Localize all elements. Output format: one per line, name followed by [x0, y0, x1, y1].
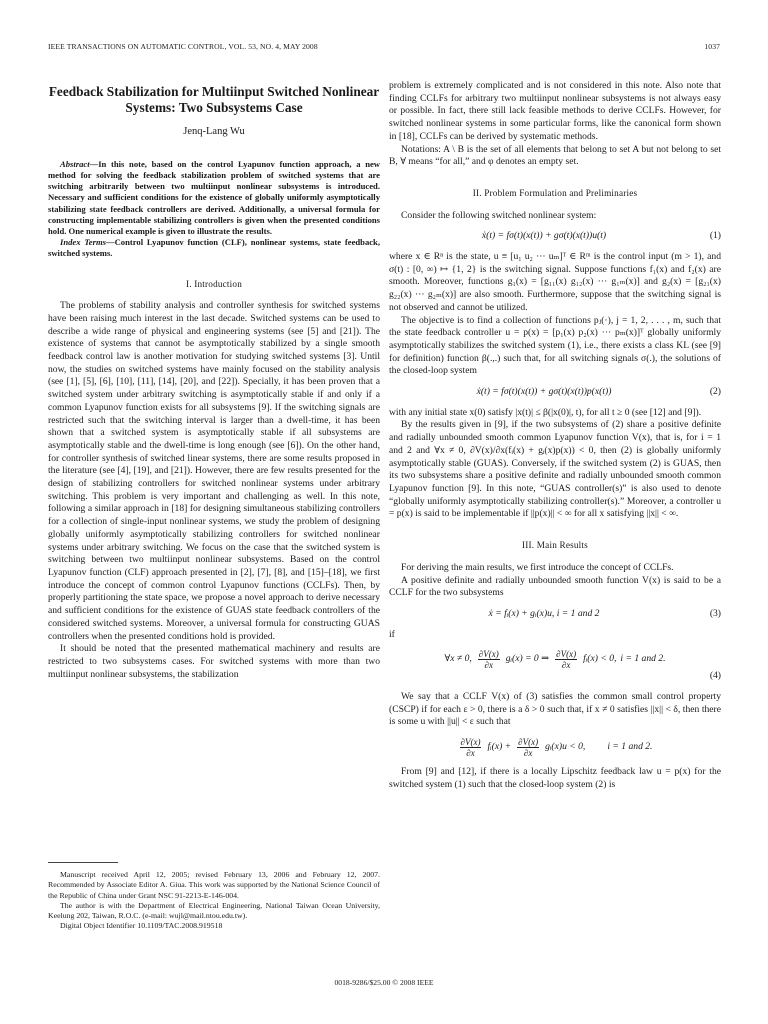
fraction-numerator: ∂V(x) — [556, 649, 577, 660]
partial-fraction — [555, 649, 577, 670]
equation-4-tail: i = 1 and 2. — [620, 653, 666, 665]
running-header — [48, 42, 720, 51]
fraction-denominator: ∂x — [484, 660, 493, 671]
footnote-rule — [48, 862, 118, 863]
fraction-numerator: ∂V(x) — [478, 649, 499, 660]
right-paragraph-1: problem is extremely complicated and is not considered in this note. Also note that finding CCLFs for arbitrary two multiinput nonlinear subsystems is not always easy or possible. In fact, there still lack feasible methods to derive CCLFs. However, for switched nonlinear systems in some particular forms, like the canonical form shown in [18], CCLFs can be derived by systematic methods. — [389, 80, 721, 142]
if-word: if — [389, 628, 395, 640]
paper-title: Feedback Stabilization for Multiinput Switched Nonlinear Systems: Two Subsystems Case — [48, 84, 380, 115]
equation-4-f-term: fᵢ(x) < 0, — [583, 653, 617, 665]
equation-2-body: ẋ(t) = fσ(t)(x(t)) + gσ(t)(x(t))p(x(t)) — [476, 386, 612, 398]
page-footer: 0018-9286/$25.00 © 2008 IEEE — [334, 978, 434, 987]
equation-3-body: ẋ = fᵢ(x) + gᵢ(x)u, i = 1 and 2 — [488, 607, 600, 619]
footnote-doi: Digital Object Identifier 10.1109/TAC.2008.919518 — [60, 921, 223, 931]
section-heading-introduction: I. Introduction — [185, 278, 243, 289]
equation-3-number: (3) — [709, 607, 721, 619]
equation-3 — [389, 608, 721, 621]
sec2-paragraph-5: By the results given in [9], if the two subsystems of (2) share a positive definite and radially unbounded smooth common Lyapunov function V(x), that is, for i = 1 and 2 and ∀x ≠ 0, ∂V(x)/∂x(fᵢ(x) + gᵢ(x)p(x)) < 0, then (2) is globally uniformly asymptotically stable (GUAS). Conversely, if the switched system (2) is GUAS, then its two subsystems share a positive definite and radially unbounded smooth common Lyapunov function [9]. In this note, “GUAS controller(s)” is also used to denote “globally uniformly asymptotically stabilizing controller(s).” Moreover, a controller u = p(x) is said to be implementable if ||p(x)|| < ∞ for all x satisfying ||x|| < ∞. — [389, 419, 721, 520]
sec3-paragraph-4: From [9] and [12], if there is a locally Lipschitz feedback law u = p(x) for the switched system (1) such that the closed-loop system (2) is — [389, 766, 721, 790]
left-column — [48, 80, 380, 681]
footnote-affiliation: The author is with the Department of Electrical Engineering, National Taiwan Ocean University, Keelung 202, Taiwan, R.O.C. (e-mail: wujl@mail.ntou.edu.tw). — [48, 900, 380, 921]
equation-5-f-term: fᵢ(x) + — [487, 741, 512, 753]
equation-2 — [389, 386, 721, 399]
equation-4 — [389, 649, 721, 683]
partial-fraction — [460, 737, 482, 758]
equation-4-g-term: gᵢ(x) = 0 ⇒ — [505, 653, 550, 665]
equation-1-number: (1) — [709, 230, 721, 242]
fraction-denominator: ∂x — [561, 660, 571, 671]
equation-5 — [389, 737, 721, 758]
equation-2-number: (2) — [709, 386, 721, 398]
equation-5-g-term: gᵢ(x)u < 0, — [545, 741, 586, 753]
index-terms — [48, 237, 380, 259]
sec3-paragraph-2: A positive definite and radially unbounded smooth function V(x) is said to be a CCLF for the two subsystems — [389, 574, 721, 599]
right-column — [389, 80, 721, 792]
partial-fraction — [478, 649, 500, 670]
section-heading-problem-formulation: II. Problem Formulation and Preliminaries — [472, 187, 638, 198]
footnote — [48, 870, 380, 932]
index-terms-text: Control Lyapunov function (CLF), nonlinear systems, state feedback, switched systems. — [48, 237, 380, 259]
equation-1 — [389, 230, 721, 243]
paper-author: Jenq-Lang Wu — [183, 126, 245, 137]
fraction-numerator: ∂V(x) — [460, 737, 481, 748]
intro-paragraph-1: The problems of stability analysis and controller synthesis for switched systems have been raising much interest in the last decade. Switched systems can be used to describe a wide range of physical and engineering systems (see [5] and [21]). The existence of systems that cannot be asymptotically stabilized by a single smooth feedback control law is another motivation for studying switched systems [3]. Until now, the studies on switched systems have mainly focused on the stability analysis (see [1], [5], [6], [10], [11], [14], [20], and [22]). Specially, it has been proven that a switched system under arbitrary switching is asymptotically stable if and only if a common Lyapunov function exists for all subsystems [9]. If the switching signals are restricted such that the switching interval is larger than a dwell-time, it has been shown that a switched system is asymptotically stable if all subsystems are asymptotically stable and the dwell-time is long enough (see [6]). On the other hand, for controller synthesis of switched linear systems, there are some results proposed in the literature (see [4], [19], and [21]). However, there are few results presented for the design of stabilizing controllers for switched nonlinear systems under arbitrary switching. This problem is very important and challenging as well. In this note, following a similar approach in [18] for designing simultaneous stabilizing controllers for a collection of single-input nonlinear systems, we study the problem of designing globally uniformly asymptotically stabilizing controllers for switched nonlinear systems under arbitrary switching. We focus on the case that the switched system is switching between two multiinput nonlinear subsystems. Based on the control Lyapunov function (CLF) approach presented in [2], [7], [8], and [15]–[18], we first introduce the concept of common control Lyapunov functions (CCLFs). Then, by properly partitioning the state space, we propose a novel approach to derive necessary and sufficient conditions for the existence of GUAS state feedback controllers of the considered switched systems. Moreover, a universal formula for constructing GUAS controllers when the presented conditions hold is provided. — [48, 300, 380, 642]
equation-5-tail: i = 1 and 2. — [607, 741, 653, 753]
sec3-paragraph-3: We say that a CCLF V(x) of (3) satisfies the common small control property (CSCP) if for each ε > 0, there is a δ > 0 such that, if x ≠ 0 satisfies ||x|| < δ, then there is some u with ||u|| < ε such that — [389, 691, 721, 728]
sec2-paragraph-2: where x ∈ Rⁿ is the state, u ≡ [u₁ u₂ ··· uₘ]ᵀ ∈ Rᵐ is the control input (m > 1), and σ(t) : [0, ∞) ↦ {1, 2} is the switching signal. Suppose functions f₁(x) and f₂(x) are smooth. Moreover, functions g₁(x) = [g₁₁(x) g₁₂(x) ··· g₁ₘ(x)] and g₂(x) = [g₂₁(x) g₂₂(x) ··· g₂ₘ(x)] are also smooth. Furthermore, suppose that the switching signal is not observed and cannot be utilized. — [389, 251, 721, 313]
equation-4-lead: ∀x ≠ 0, — [444, 653, 472, 665]
sec2-paragraph-1: Consider the following switched nonlinear system: — [401, 209, 597, 221]
intro-paragraph-2: It should be noted that the presented mathematical machinery and results are restricted to two subsystems cases. For switched systems with more than two multiinput nonlinear subsystems, the stabilization — [48, 643, 380, 680]
section-heading-main-results: III. Main Results — [522, 540, 588, 551]
sec2-paragraph-4: with any initial state x(0) satisfy |x(t)| ≤ β(|x(0)|, t), for all t ≥ 0 (see [12] and [9]). — [389, 406, 702, 418]
fraction-denominator: ∂x — [523, 748, 533, 759]
equation-4-number: (4) — [709, 670, 721, 682]
journal-name: IEEE TRANSACTIONS ON AUTOMATIC CONTROL, VOL. 53, NO. 4, MAY 2008 — [48, 42, 318, 51]
sec3-paragraph-1: For deriving the main results, we first introduce the concept of CCLFs. — [401, 561, 674, 573]
fraction-denominator: ∂x — [466, 748, 475, 759]
page-number: 1037 — [704, 42, 720, 51]
sec2-paragraph-3: The objective is to find a collection of functions pⱼ(·), j = 1, 2, . . . , m, such that the state feedback controller u = p(x) = [p₁(x) p₂(x) ··· pₘ(x)]ᵀ globally uniformly asymptotically stabilizes the switched system (1), i.e., there exists a class KL (see [9] for definition) function β(.,.) such that, for all switching signals σ(.), the solutions of the closed-loop system — [389, 314, 721, 377]
abstract-text: In this note, based on the control Lyapunov function approach, a new method for solving the feedback stabilization problem of switched systems that are switching arbitrarily between two multiinput nonlinear subsystems is introduced. Necessary and sufficient conditions for the existence of globally uniformly asymptotically stabilizing state feedback controllers are derived. Additionally, a universal formula for constructing implementable stabilizing controllers is given when the presented conditions hold. One numerical example is given to illustrate the results. — [48, 158, 380, 236]
abstract — [48, 159, 380, 237]
abstract-label: Abstract— — [60, 158, 99, 169]
footnote-manuscript: Manuscript received April 12, 2005; revised February 13, 2006 and February 12, 2007. Recommended by Associate Editor A. Giua. This work was supported by the National Science Council of the Republic of China under Grant NSC 91-2213-E-146-004. — [48, 870, 380, 900]
notations-paragraph: Notations: A \ B is the set of all elements that belong to set A but not belong to set B, ∀ means “for all,” and φ denotes an empty set. — [389, 143, 721, 168]
equation-1-body: ẋ(t) = fσ(t)(x(t)) + gσ(t)(x(t))u(t) — [481, 230, 607, 242]
partial-fraction — [517, 737, 539, 758]
fraction-numerator: ∂V(x) — [518, 737, 539, 748]
index-terms-label: Index Terms— — [60, 237, 115, 248]
